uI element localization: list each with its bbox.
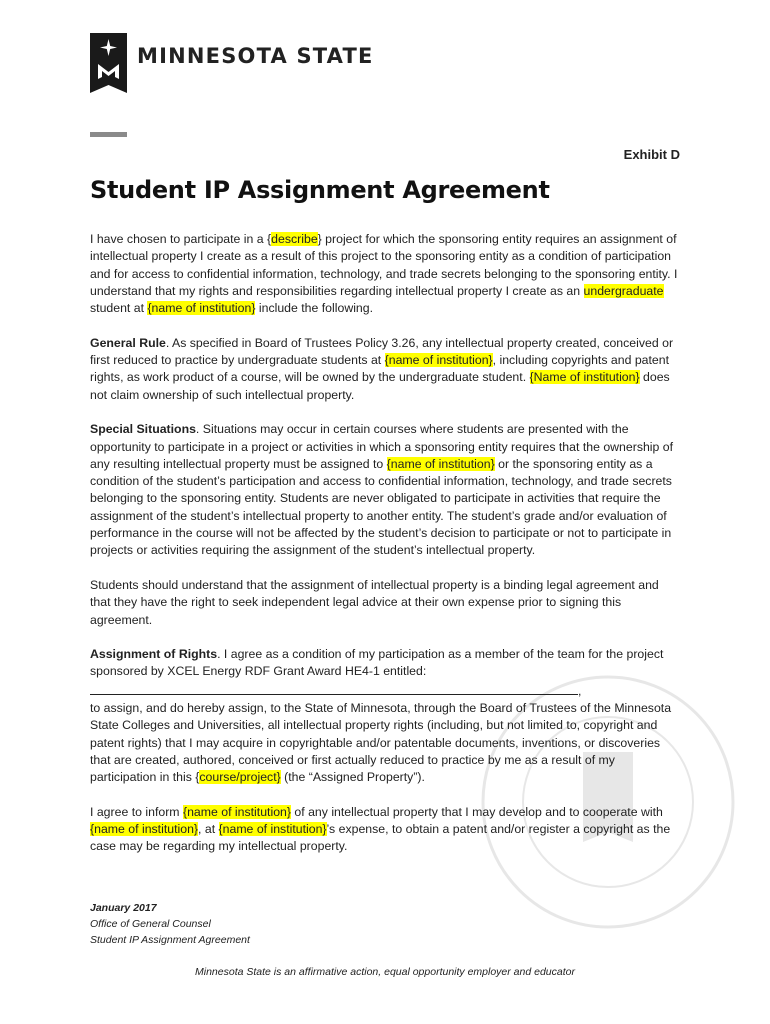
- special-situations-text: or the sponsoring entity as a condition of the student’s participation and access to confidential information, technology, and trade secrets belonging to the sponsoring entity. Students are never obligated to participate in activities that require the assignment of the student’s intellectual property to another entity. The student’s grade and/or evaluation of performance in the course will not be affected by the student’s decision to participate or not to participate in projects or activities requiring the assignment of the student’s intellectual property.: [90, 456, 672, 558]
- document-metadata: [90, 900, 250, 948]
- intro-text: student at: [90, 301, 148, 316]
- special-situations-paragraph: [90, 421, 682, 559]
- placeholder-institution: {name of institution}: [147, 301, 256, 316]
- document-date: January 2017: [90, 902, 157, 914]
- document-body: [90, 231, 682, 873]
- placeholder-course-project: course/project}: [199, 770, 281, 785]
- special-situations-heading: Special Situations: [90, 422, 196, 437]
- assignment-heading: Assignment of Rights: [90, 647, 218, 662]
- inform-text: I agree to inform: [90, 804, 183, 819]
- inform-text: , at: [198, 822, 219, 837]
- document-title: Student IP Assignment Agreement: [90, 176, 550, 204]
- legal-advice-paragraph: Students should understand that the assignment of intellectual property is a binding legal agreement and that they have the right to seek independent legal advice at their own expense prior to signing this agreement.: [90, 577, 659, 627]
- placeholder-institution: {name of institution}: [384, 353, 493, 368]
- intro-text: } project for which the sponsoring entity requires an assignment of intellectual property I create as a result of this project to the sponsoring entity as a condition of participation and for access to confidential information, technology, and trade secrets belonging to the sponsoring entity. I understand that my rights and responsibilities regarding intellectual property I create as an: [90, 232, 678, 298]
- general-rule-text: does not claim ownership of such intellectual property.: [90, 370, 670, 402]
- general-rule-text: . As specified in Board of Trustees Policy 3.26, any intellectual property created, conceived or first reduced to practice by undergraduate students at: [90, 335, 674, 368]
- assignment-text: (the “Assigned Property”).: [280, 770, 425, 785]
- placeholder-institution: {name of institution}: [90, 822, 199, 837]
- exhibit-label: Exhibit D: [623, 147, 680, 162]
- assignment-text: ,: [578, 683, 582, 698]
- placeholder-undergraduate: undergraduate: [583, 283, 664, 298]
- minnesota-state-logo-mark: [90, 33, 127, 104]
- placeholder-institution: {Name of institution}: [529, 370, 640, 385]
- intro-text: I have chosen to participate in a {: [90, 232, 272, 246]
- page-footer: Minnesota State is an affirmative action, equal opportunity employer and educator: [195, 966, 575, 978]
- document-office: Office of General Counsel: [90, 918, 211, 930]
- assignment-text: to assign, and do hereby assign, to the State of Minnesota, through the Board of Trustees of the Minnesota State Colleges and Universities, all intellectual property rights (including, but not limited to, copyright and patent rights) that I may acquire in copyrightable and/or patentable documents, inventions, or discoveries that are created, authored, conceived or first actually reduced to practice by me as a result of my participation in this {: [90, 701, 672, 785]
- project-title-blank[interactable]: [90, 681, 578, 695]
- inform-text: of any intellectual property that I may develop and to cooperate with: [290, 804, 663, 819]
- general-rule-heading: General Rule: [90, 335, 166, 350]
- assignment-paragraph: [90, 646, 682, 786]
- special-situations-text: . Situations may occur in certain courses where students are presented with the opportunity to participate in a project or activities in which a sponsoring entity requires that the ownership of any resulting intellectual property must be assigned to: [90, 422, 674, 471]
- placeholder-institution: {name of institution}: [218, 822, 327, 837]
- placeholder-institution: {name of institution}: [386, 456, 495, 471]
- document-name: Student IP Assignment Agreement: [90, 934, 250, 946]
- intro-paragraph: [90, 231, 682, 317]
- header-accent-bar: [90, 132, 127, 137]
- inform-paragraph: [90, 804, 682, 856]
- logo-wordmark: MINNESOTA STATE: [137, 44, 374, 68]
- placeholder-institution: {name of institution}: [182, 804, 291, 819]
- placeholder-describe: describe: [271, 232, 318, 246]
- inform-text: ’s expense, to obtain a patent and/or register a copyright as the case may be regarding my intellectual property.: [90, 822, 671, 854]
- general-rule-text: , including copyrights and patent rights, as work product of a course, will be owned by the undergraduate student.: [90, 353, 670, 385]
- general-rule-paragraph: [90, 335, 682, 404]
- assignment-text: . I agree as a condition of my participation as a member of the team for the project sponsored by XCEL Energy RDF Grant Award HE4-1 entitled:: [90, 647, 664, 679]
- intro-text: include the following.: [255, 301, 374, 316]
